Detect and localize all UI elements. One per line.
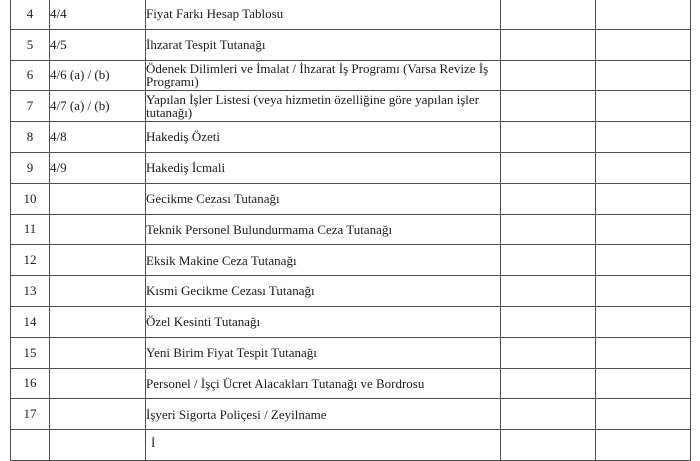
table-row (11, 152, 691, 183)
row-number-cell: 15 (11, 337, 50, 368)
row-number-cell: 10 (11, 183, 50, 214)
empty-cell-a (501, 122, 596, 153)
row-number-cell: 12 (11, 245, 50, 276)
row-number-cell: 13 (11, 276, 50, 307)
row-number-cell: 14 (11, 306, 50, 337)
code-cell: 4/9 (50, 152, 146, 183)
clipped-text-glyph: İ (151, 435, 156, 450)
empty-cell-b (596, 122, 691, 153)
empty-cell-b (596, 152, 691, 183)
table-row (11, 337, 691, 368)
empty-cell-b (596, 183, 691, 214)
empty-cell-b (596, 29, 691, 60)
empty-cell-a (501, 306, 596, 337)
row-number-cell: 6 (11, 60, 50, 91)
code-cell (50, 183, 146, 214)
code-cell (50, 399, 146, 430)
table-row (11, 122, 691, 153)
code-cell: 4/8 (50, 122, 146, 153)
table-row (11, 60, 691, 91)
empty-cell-b (596, 306, 691, 337)
row-number-cell: 4 (11, 0, 50, 29)
empty-cell-a (501, 60, 596, 91)
table-row (11, 0, 691, 29)
empty-cell-a (501, 430, 596, 461)
row-number-cell: 11 (11, 214, 50, 245)
table-row (11, 368, 691, 399)
clipped-text-fragment (151, 435, 163, 450)
code-cell (50, 276, 146, 307)
description-cell: Gecikme Cezası Tutanağı (146, 183, 501, 214)
empty-cell-a (501, 91, 596, 122)
description-cell: Yapılan İşler Listesi (veya hizmetin özelliğine göre yapılan işler tutanağı) (146, 91, 501, 122)
empty-cell-b (596, 91, 691, 122)
code-cell: 4/6 (a) / (b) (50, 60, 146, 91)
description-cell: Özel Kesinti Tutanağı (146, 306, 501, 337)
description-cell: Teknik Personel Bulundurmama Ceza Tutanağı (146, 214, 501, 245)
empty-cell-a (501, 245, 596, 276)
code-cell (50, 368, 146, 399)
description-cell: Fiyat Farkı Hesap Tablosu (146, 0, 501, 29)
table-row (11, 276, 691, 307)
description-cell: Ödenek Dilimleri ve İmalat / İhzarat İş Programı (Varsa Revize İş Programı) (146, 60, 501, 91)
description-cell: Hakediş İcmali (146, 152, 501, 183)
table-row (11, 183, 691, 214)
row-number-cell: 16 (11, 368, 50, 399)
empty-cell-a (501, 214, 596, 245)
empty-cell-b (596, 337, 691, 368)
code-cell (50, 245, 146, 276)
description-cell: İhzarat Tespit Tutanağı (146, 29, 501, 60)
table-row (11, 399, 691, 430)
row-number-cell: 5 (11, 29, 50, 60)
empty-cell-a (501, 368, 596, 399)
table-row (11, 91, 691, 122)
empty-cell-b (596, 214, 691, 245)
empty-cell-b (596, 399, 691, 430)
empty-cell-b (596, 0, 691, 29)
description-cell: Eksik Makine Ceza Tutanağı (146, 245, 501, 276)
description-cell: İşyeri Sigorta Poliçesi / Zeyilname (146, 399, 501, 430)
row-number-cell: 7 (11, 91, 50, 122)
code-cell: 4/5 (50, 29, 146, 60)
empty-cell-b (596, 245, 691, 276)
table-row (11, 29, 691, 60)
empty-cell-a (501, 29, 596, 60)
description-cell: Personel / İşçi Ücret Alacakları Tutanağı ve Bordrosu (146, 368, 501, 399)
empty-cell-a (501, 337, 596, 368)
code-cell (50, 430, 146, 461)
empty-cell-a (501, 0, 596, 29)
table-row (11, 306, 691, 337)
empty-cell-a (501, 152, 596, 183)
document-checklist-table (10, 0, 691, 461)
code-cell (50, 337, 146, 368)
empty-cell-a (501, 276, 596, 307)
description-cell: Yeni Birim Fiyat Tespit Tutanağı (146, 337, 501, 368)
code-cell: 4/4 (50, 0, 146, 29)
code-cell (50, 214, 146, 245)
empty-cell-b (596, 430, 691, 461)
empty-cell-b (596, 60, 691, 91)
table-row (11, 214, 691, 245)
row-number-cell: 17 (11, 399, 50, 430)
empty-cell-b (596, 368, 691, 399)
row-number-cell: 8 (11, 122, 50, 153)
code-cell (50, 306, 146, 337)
table-row-partial (11, 430, 691, 461)
description-cell: Hakediş Özeti (146, 122, 501, 153)
code-cell: 4/7 (a) / (b) (50, 91, 146, 122)
empty-cell-b (596, 276, 691, 307)
description-cell (146, 430, 501, 461)
row-number-cell (11, 430, 50, 461)
empty-cell-a (501, 399, 596, 430)
row-number-cell: 9 (11, 152, 50, 183)
empty-cell-a (501, 183, 596, 214)
table-row (11, 245, 691, 276)
description-cell: Kısmi Gecikme Cezası Tutanağı (146, 276, 501, 307)
